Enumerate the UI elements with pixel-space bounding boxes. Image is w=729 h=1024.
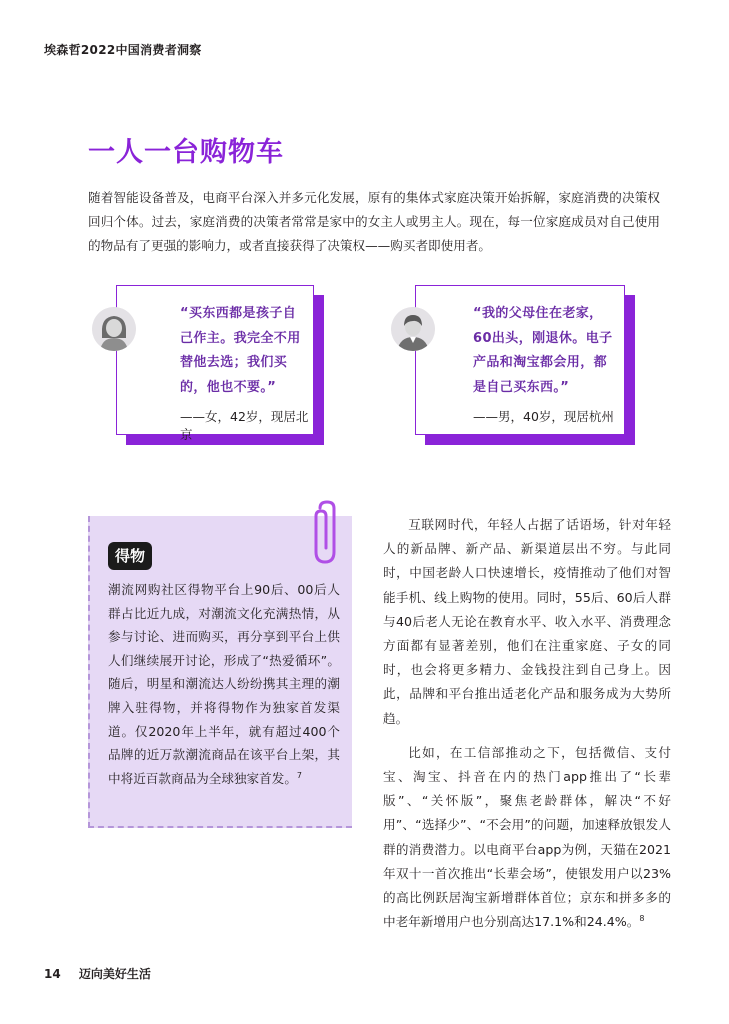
intro-paragraph: 随着智能设备普及，电商平台深入并多元化发展，原有的集体式家庭决策开始拆解，家庭消费的决策权回归个体。过去，家庭消费的决策者常常是家中的女主人或男主人。现在，每一位家庭成员对自己使用的物品有了更强的影响力，或者直接获得了决策权——购买者即使用者。	[88, 190, 660, 253]
page-number: 14	[44, 967, 61, 981]
section-title: 一人一台购物车	[88, 137, 284, 168]
quote-card-male	[415, 285, 625, 435]
paperclip-icon	[310, 500, 344, 570]
right-column	[383, 513, 671, 934]
running-header: 埃森哲2022中国消费者洞察	[44, 43, 202, 57]
quote-attribution: ——女，42岁，现居北京	[180, 409, 309, 442]
footnote-marker: 7	[296, 770, 302, 780]
case-study-body: 潮流网购社区得物平台上90后、00后人群占比近九成，对潮流文化充满热情，从参与讨论、进而购买，再分享到平台上供人们继续展开讨论，形成了“热爱循环”。随后，明星和潮流达人纷纷携其主理的潮牌入驻得物，并将得物作为独家首发渠道。仅2020年上半年，就有超过400个品牌的近万款潮流商品在该平台上架，其中将近百款商品为全球独家首发。	[108, 582, 340, 786]
quote-card-female	[116, 285, 314, 442]
footnote-marker: 8	[639, 914, 645, 924]
quote-text: “我的父母住在老家，60出头，刚退休。电子产品和淘宝都会用，都是自己买东西。”	[473, 306, 613, 395]
right-paragraph-2	[383, 741, 671, 935]
page-footer	[44, 965, 151, 982]
quote-attribution: ——男，40岁，现居杭州	[473, 409, 614, 424]
right-paragraph-1: 互联网时代，年轻人占据了话语场，针对年轻人的新品牌、新产品、新渠道层出不穷。与此同时，中国老龄人口快速增长，疫情推动了他们对智能手机、线上购物的使用。同时，55后、60后人群与40后老人无论在教育水平、收入水平、消费理念方面都有显著差别，他们在注重家庭、子女的同时，也会将更多精力、金钱投注到自己身上。因此，品牌和平台推出适老化产品和服务成为大势所趋。	[383, 517, 671, 726]
dewu-logo: 得物	[108, 542, 152, 570]
publication-title: 迈向美好生活	[78, 967, 151, 981]
male-avatar-icon	[391, 307, 435, 351]
case-study-text	[108, 578, 340, 790]
right-paragraph-2-text: 比如，在工信部推动之下，包括微信、支付宝、淘宝、抖音在内的热门app推出了“长辈版”、“关怀版”，聚焦老龄群体，解决“不好用”、“选择少”、“不会用”的问题，加速释放银发人群的消费潜力。以电商平台app为例，天猫在2021年双十一首次推出“长辈会场”，使银发用户以23%的高比例跃居淘宝新增群体首位；京东和拼多多的中老年新增用户也分别高达17.1%和24.4%。	[383, 744, 671, 930]
quote-text: “买东西都是孩子自己作主。我完全不用替他去选；我们买的，他也不要。”	[180, 306, 301, 395]
female-avatar-icon	[92, 307, 136, 351]
